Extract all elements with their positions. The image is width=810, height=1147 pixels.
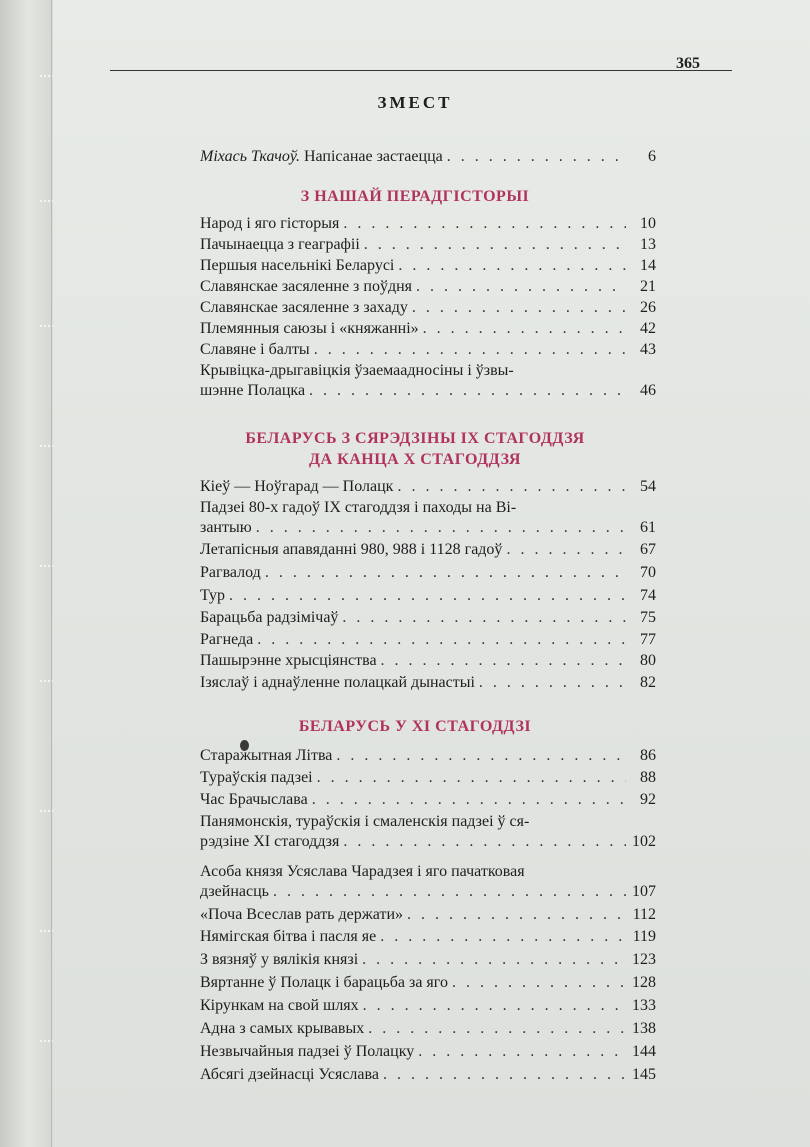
entry-title-line: рэдзіне XI стагоддзя bbox=[200, 833, 340, 850]
leader-dots bbox=[343, 832, 626, 852]
leader-dots bbox=[257, 630, 626, 650]
leader-dots bbox=[364, 235, 626, 255]
entry-page: 92 bbox=[640, 791, 656, 808]
toc-entry[interactable] bbox=[200, 256, 656, 276]
entry-page: 82 bbox=[640, 674, 656, 691]
entry-page: 88 bbox=[640, 769, 656, 786]
leader-dots bbox=[362, 950, 626, 970]
toc-entry[interactable] bbox=[200, 498, 656, 538]
toc-entry[interactable] bbox=[200, 298, 656, 318]
entry-title: Пачынаецца з геаграфіі bbox=[200, 236, 360, 253]
entry-page: 13 bbox=[640, 236, 656, 253]
leader-dots bbox=[397, 477, 626, 497]
entry-title: Кірункам на свой шлях bbox=[200, 997, 359, 1014]
toc-entry[interactable] bbox=[200, 319, 656, 339]
leader-dots bbox=[336, 746, 626, 766]
entry-title: Вяртанне ў Полацк і барацьба за яго bbox=[200, 974, 448, 991]
binding-stitch bbox=[40, 565, 54, 571]
entry-title: З вязняў у вялікія князі bbox=[200, 951, 359, 968]
binding-stitch bbox=[40, 1040, 54, 1046]
toc-entry[interactable] bbox=[200, 812, 656, 852]
entry-title: Народ і яго гісторыя bbox=[200, 215, 340, 232]
entry-page: 102 bbox=[632, 833, 656, 850]
entry-page: 77 bbox=[640, 631, 656, 648]
leader-dots bbox=[423, 319, 626, 339]
entry-title: Тур bbox=[200, 587, 225, 604]
intro-author: Міхась Ткачоў. bbox=[200, 148, 300, 165]
toc-entry[interactable] bbox=[200, 1019, 656, 1039]
binding-stitch bbox=[40, 445, 54, 451]
toc-entry[interactable] bbox=[200, 361, 656, 401]
entry-title-line: шэнне Полацка bbox=[200, 382, 306, 399]
entry-page: 107 bbox=[632, 883, 656, 900]
binding-stitch bbox=[40, 200, 54, 206]
header-rule bbox=[110, 70, 732, 71]
leader-dots bbox=[342, 608, 626, 628]
leader-dots bbox=[368, 1019, 626, 1039]
entry-title: Славянскае засяленне з поўдня bbox=[200, 278, 412, 295]
leader-dots bbox=[452, 973, 626, 993]
entry-page: 46 bbox=[640, 382, 656, 399]
entry-page: 74 bbox=[640, 587, 656, 604]
entry-title: Кіеў — Ноўгарад — Полацк bbox=[200, 478, 394, 495]
entry-page: 14 bbox=[640, 257, 656, 274]
entry-page: 70 bbox=[640, 564, 656, 581]
entry-title-line: дзейнасць bbox=[200, 883, 269, 900]
toc-entry[interactable] bbox=[200, 586, 656, 606]
leader-dots bbox=[309, 381, 626, 401]
section-title-11th: БЕЛАРУСЬ У XI СТАГОДДЗІ bbox=[298, 718, 532, 735]
toc-entry[interactable] bbox=[200, 768, 656, 788]
entry-title: Рагнеда bbox=[200, 631, 254, 648]
entry-title: Ізяслаў і аднаўленне полацкай дынастыі bbox=[200, 674, 475, 691]
toc-entry[interactable] bbox=[200, 477, 656, 497]
toc-entry[interactable] bbox=[200, 905, 656, 925]
entry-page: 42 bbox=[640, 320, 656, 337]
toc-entry[interactable] bbox=[200, 862, 656, 902]
entry-page: 112 bbox=[632, 906, 656, 923]
toc-entry[interactable] bbox=[200, 746, 656, 766]
entry-page: 128 bbox=[632, 974, 656, 991]
leader-dots bbox=[317, 768, 626, 788]
section-title-9th-10th bbox=[200, 428, 630, 470]
leader-dots bbox=[447, 147, 626, 167]
binding-stitch bbox=[40, 75, 54, 81]
entry-page: 75 bbox=[640, 609, 656, 626]
entry-title-line: Падзеі 80-х гадоў IX стагоддзя і паходы на Ві- bbox=[200, 499, 517, 516]
toc-entry[interactable] bbox=[200, 651, 656, 671]
entry-page: 86 bbox=[640, 747, 656, 764]
entry-title: Адна з самых крывавых bbox=[200, 1020, 365, 1037]
entry-title: Летапісныя апавяданні 980, 988 і 1128 гадоў bbox=[200, 541, 503, 558]
leader-dots bbox=[229, 586, 626, 606]
entry-page: 123 bbox=[632, 951, 656, 968]
intro-title: Напісанае застаецца bbox=[303, 148, 443, 165]
entry-title-line: зантыю bbox=[200, 519, 252, 536]
toc-entry[interactable] bbox=[200, 950, 656, 970]
entry-page: 80 bbox=[640, 652, 656, 669]
leader-dots bbox=[256, 518, 626, 538]
entry-title: Тураўскія падзеі bbox=[200, 769, 313, 786]
entry-title: «Поча Всеслав рать держати» bbox=[200, 906, 404, 923]
leader-dots bbox=[265, 563, 626, 583]
section-title-prehistory: З НАШАЙ ПЕРАДГІСТОРЫІ bbox=[300, 188, 530, 205]
leader-dots bbox=[312, 790, 626, 810]
toc-entry[interactable] bbox=[200, 540, 656, 560]
toc-entry[interactable] bbox=[200, 563, 656, 583]
entry-title-line: Панямонскія, тураўскія і смаленскія падзеі ў ся- bbox=[200, 813, 530, 830]
leader-dots bbox=[398, 256, 626, 276]
leader-dots bbox=[383, 1065, 626, 1085]
leader-dots bbox=[381, 651, 626, 671]
entry-title: Час Брачыслава bbox=[200, 791, 308, 808]
entry-title: Славяне і балты bbox=[200, 341, 310, 358]
entry-title: Пашырэнне хрысціянства bbox=[200, 652, 377, 669]
toc-entry[interactable] bbox=[200, 673, 656, 693]
entry-page: 67 bbox=[640, 541, 656, 558]
entry-title: Абсягі дзейнасці Усяслава bbox=[200, 1066, 379, 1083]
section-title-line: БЕЛАРУСЬ З СЯРЭДЗІНЫ IX СТАГОДДЗЯ bbox=[245, 430, 585, 447]
toc-entry[interactable] bbox=[200, 277, 656, 297]
leader-dots bbox=[479, 673, 626, 693]
entry-page: 21 bbox=[640, 278, 656, 295]
page-title: ЗМЕСТ bbox=[377, 93, 453, 112]
leader-dots bbox=[343, 214, 626, 234]
toc-entry[interactable] bbox=[200, 1065, 656, 1085]
toc-entry-intro[interactable] bbox=[200, 147, 656, 167]
intro-page: 6 bbox=[648, 148, 656, 165]
leader-dots bbox=[412, 298, 626, 318]
leader-dots bbox=[273, 882, 626, 902]
entry-title: Барацьба радзімічаў bbox=[200, 609, 339, 626]
entry-page: 119 bbox=[632, 928, 656, 945]
entry-title-line: Крывіцка-дрыгавіцкія ўзаемаадносіны і ўзвы- bbox=[200, 362, 514, 379]
entry-title: Племянныя саюзы і «княжанні» bbox=[200, 320, 419, 337]
entry-page: 43 bbox=[640, 341, 656, 358]
entry-page: 61 bbox=[640, 519, 656, 536]
entry-page: 133 bbox=[632, 997, 656, 1014]
binding-stitch bbox=[40, 930, 54, 936]
toc-entry[interactable] bbox=[200, 1042, 656, 1062]
toc-entry[interactable] bbox=[200, 790, 656, 810]
entry-page: 26 bbox=[640, 299, 656, 316]
entry-title: Нямігская бітва і пасля яе bbox=[200, 928, 377, 945]
leader-dots bbox=[363, 996, 626, 1016]
toc-entry[interactable] bbox=[200, 927, 656, 947]
section-title-line: ДА КАНЦА X СТАГОДДЗЯ bbox=[309, 451, 521, 468]
binding-stitch bbox=[40, 680, 54, 686]
entry-page: 138 bbox=[632, 1020, 656, 1037]
binding-stitch bbox=[40, 810, 54, 816]
toc-entry[interactable] bbox=[200, 235, 656, 255]
binding-stitch bbox=[40, 325, 54, 331]
toc-entry[interactable] bbox=[200, 214, 656, 234]
toc-entry[interactable] bbox=[200, 996, 656, 1016]
leader-dots bbox=[380, 927, 626, 947]
leader-dots bbox=[314, 340, 626, 360]
entry-title: Рагвалод bbox=[200, 564, 261, 581]
toc-entry[interactable] bbox=[200, 630, 656, 650]
entry-title: Незвычайныя падзеі ў Полацку bbox=[200, 1043, 415, 1060]
leader-dots bbox=[416, 277, 626, 297]
entry-page: 144 bbox=[632, 1043, 656, 1060]
book-binding bbox=[0, 0, 52, 1147]
entry-page: 145 bbox=[632, 1066, 656, 1083]
entry-title: Славянскае засяленне з захаду bbox=[200, 299, 408, 316]
entry-page: 54 bbox=[640, 478, 656, 495]
leader-dots bbox=[506, 540, 626, 560]
leader-dots bbox=[407, 905, 626, 925]
entry-title: Першыя насельнікі Беларусі bbox=[200, 257, 395, 274]
toc-entry[interactable] bbox=[200, 608, 656, 628]
leader-dots bbox=[418, 1042, 626, 1062]
entry-title-line: Асоба князя Усяслава Чарадзея і яго пачатковая bbox=[200, 863, 525, 880]
toc-entry[interactable] bbox=[200, 340, 656, 360]
toc-entry[interactable] bbox=[200, 973, 656, 993]
page-number: 365 bbox=[676, 55, 700, 72]
entry-page: 10 bbox=[640, 215, 656, 232]
entry-title: Старажытная Літва bbox=[200, 747, 333, 764]
